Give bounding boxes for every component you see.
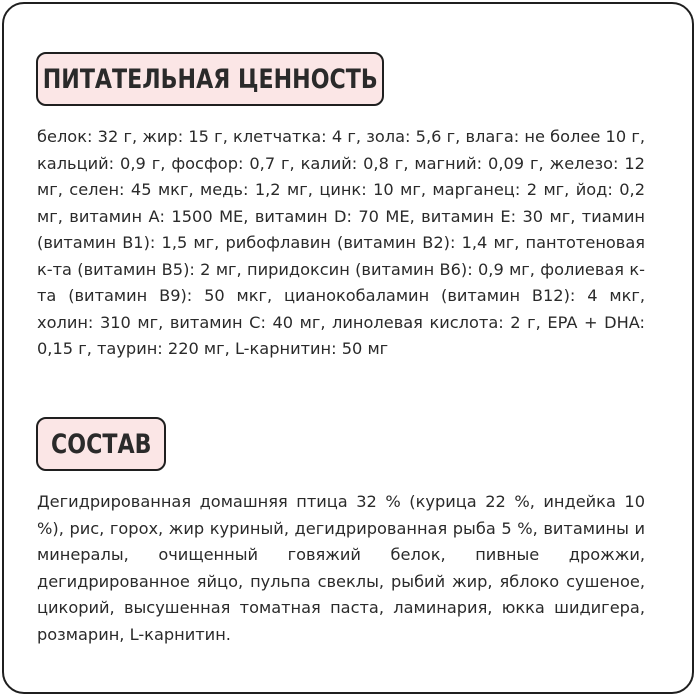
nutrition-text: белок: 32 г, жир: 15 г, клетчатка: 4 г, зола: 5,6 г, влага: не более 10 г, кальций: 0,9 г, фосфор: 0,7 г, калий: 0,8 г, магний: 0,09 г, железо: 12 мг, селен: 45 мкг, медь: 1,2 мг, цинк: 10 мг, марганец: 2 мг, йод: 0,2 мг, витамин А: 1500 МЕ, витамин D: 70 МЕ, витамин Е: 30 мг, тиамин (витамин B1): 1,5 мг, рибофлавин (витамин B2): 1,4 мг, пантотеновая к-та (витамин B5): 2 мг, пиридоксин (витамин B6): 0,9 мг, фолиевая к-та (витамин B9): 50 мкг, цианокобаламин (витамин B12): 4 мкг, холин: 310 мг, витамин С: 40 мг, линолевая кислота: 2 г, EPA + DHA: 0,15 г, таурин: 220 мг, L-карнитин: 50 мг [37,127,645,358]
composition-text: Дегидрированная домашняя птица 32 % (курица 22 %, индейка 10 %), рис, горох, жир куриный, дегидрированная рыба 5 %, витамины и минералы, очищенный говяжий белок, пивные дрожжи, дегидрированное яйцо, пульпа свеклы, рыбий жир, яблоко сушеное, цикорий, высушенная томатная паста, ламинария, юкка шидигера, розмарин, L-карнитин. [37,492,645,644]
nutrition-heading: ПИТАТЕЛЬНАЯ ЦЕННОСТЬ [42,63,378,95]
composition-heading-box [36,417,166,471]
composition-heading: СОСТАВ [50,428,152,460]
nutrition-heading-box [36,52,384,106]
